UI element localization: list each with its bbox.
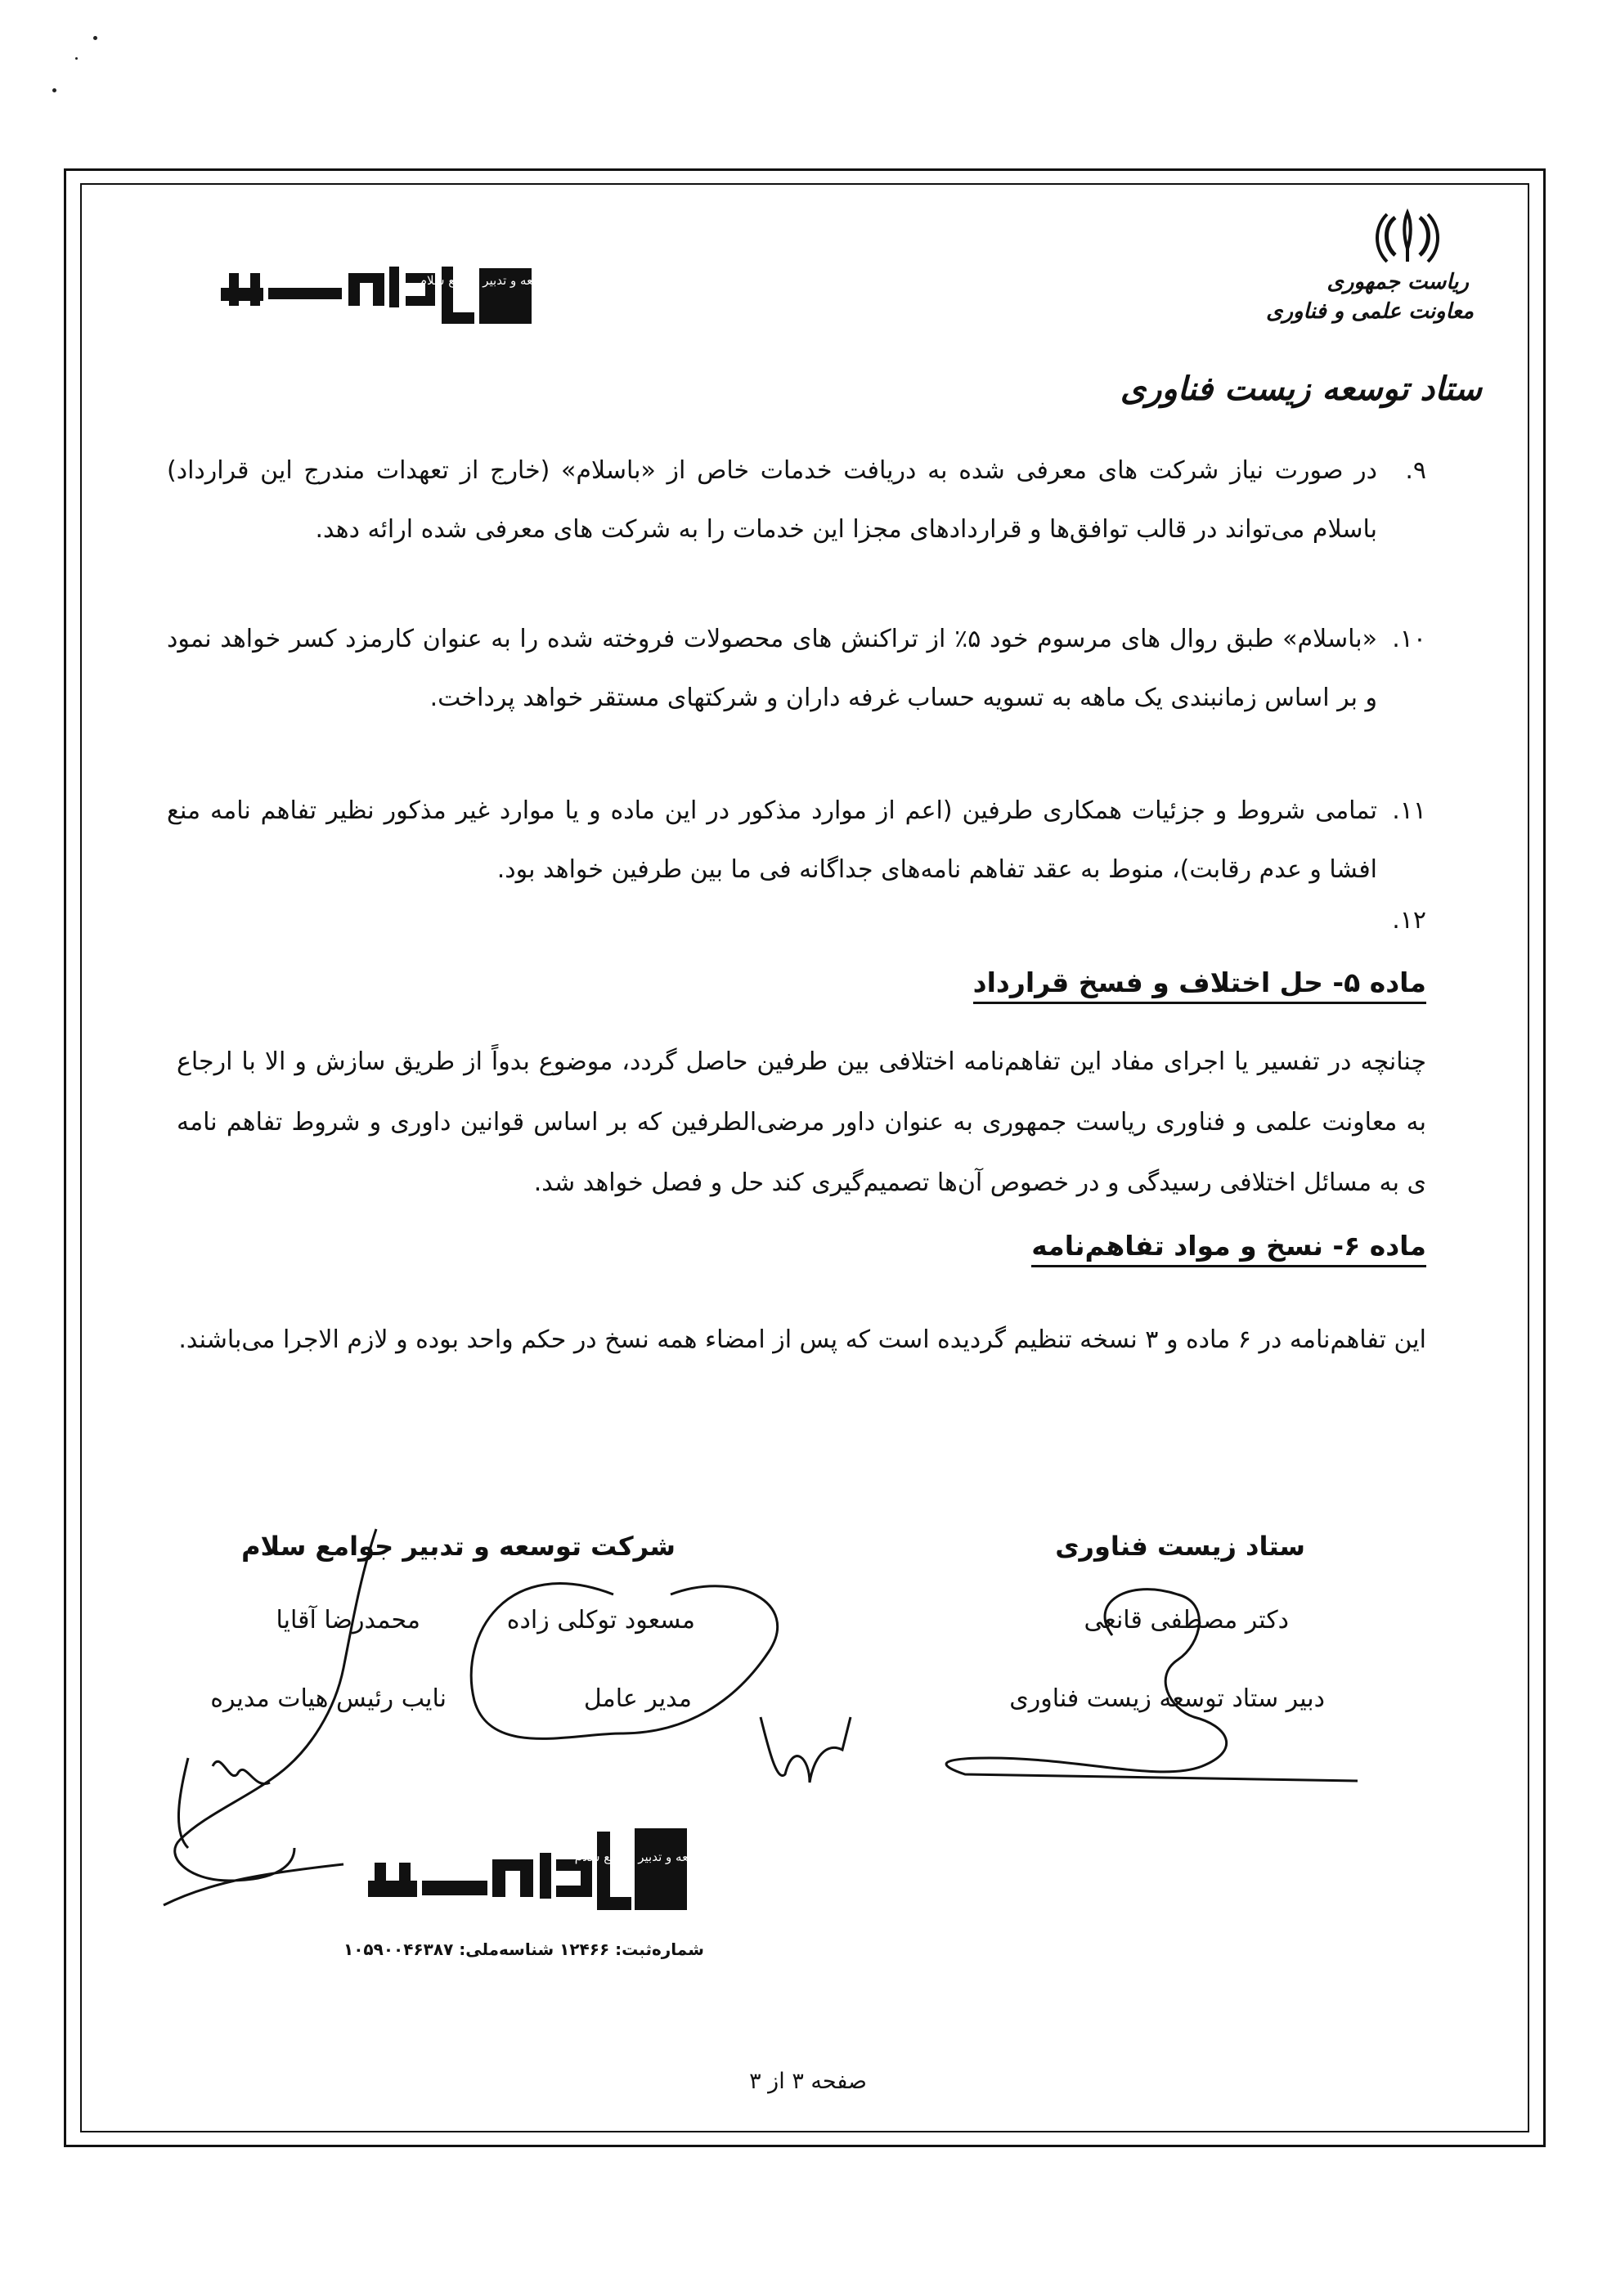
- clause-10: [167, 610, 1426, 728]
- company-stamp: [360, 1823, 747, 1946]
- section-6-heading: ماده ۶- نسخ و مواد تفاهم‌نامه: [1031, 1230, 1426, 1267]
- clause-9: [167, 442, 1426, 559]
- clause-11: [167, 782, 1426, 899]
- signatory-right-name: دکتر مصطفی قانعی: [1084, 1606, 1289, 1635]
- iran-emblem-icon: [1371, 208, 1444, 267]
- clause-number: ۱۱.: [1392, 796, 1426, 825]
- company-registration-line: شماره‌ثبت: ۱۲۴۶۶ شناسه‌ملی: ۱۰۵۹۰۰۴۶۳۸۷: [343, 1939, 704, 1959]
- signatory-right-role: دبیر ستاد توسعه زیست فناوری: [1009, 1684, 1325, 1713]
- signatory-left-person1-role: مدیر عامل: [583, 1684, 692, 1713]
- section-5-text: چنانچه در تفسیر یا اجرای مفاد این تفاهم‌نامه اختلافی بین طرفین حاصل گردد، موضوع بدواً از طریق سازش و الا با ارجاع به معاونت علمی و فناوری ریاست جمهوری به عنوان داور مرضی‌الطرفین که بر اساس قوانین داوری و شروط تفاهم نامه ی به مسائل اختلافی رسیدگی و در خصوص آن‌ها تصمیم‌گیری کند حل و فصل خواهد شد.: [177, 1047, 1426, 1197]
- scan-speck: [75, 57, 78, 60]
- gov-presidency-line: ریاست جمهوری: [1326, 270, 1469, 294]
- section-6-text: این تفاهم‌نامه در ۶ ماده و ۳ نسخه تنظیم گردیده است که پس از امضاء همه نسخ در حکم واحد بوده و لازم الاجرا می‌باشند.: [178, 1325, 1426, 1354]
- signatory-left-person1-name: مسعود توکلی زاده: [506, 1606, 695, 1635]
- clause-number: ۱۰.: [1392, 625, 1426, 653]
- signatory-left-person2-name: محمدرضا آقایا: [276, 1606, 420, 1635]
- section-5-heading: ماده ۵- حل اختلاف و فسخ قرارداد: [973, 966, 1426, 1004]
- clause-text: در صورت نیاز شرکت های معرفی شده به دریافت خدمات خاص از «باسلام» (خارج از تعهدات مندرج این قرارداد) باسلام می‌تواند در قالب توافق‌ها و قراردادهای مجزا این خدمات را به شرکت های معرفی شده ارائه دهد.: [167, 456, 1377, 544]
- stamp-text: شرکت توسعه و تدبیر جوامع سلام: [574, 1850, 747, 1864]
- page-number: صفحه ۳ از ۳: [749, 2069, 867, 2094]
- gov-biotech-council-line: ستاد توسعه زیست فناوری: [1120, 370, 1482, 408]
- gov-vice-presidency-line: معاونت علمی و فناوری: [1266, 299, 1474, 324]
- clause-text: «باسلام» طبق روال های مرسوم خود ۵٪ از تراکنش های محصولات فروخته شده را به عنوان کارمزد کسر خواهد نمود و بر اساس زمانبندی یک ماهه به تسویه حساب غرفه داران و شرکتهای مستقر خواهد پرداخت.: [167, 625, 1377, 712]
- scan-speck: [93, 36, 97, 40]
- scan-speck: [52, 88, 56, 92]
- signatory-left-person2-role: نایب رئیس هیات مدیره: [210, 1684, 447, 1713]
- company-logo: [221, 267, 592, 330]
- clause-number: ۱۲.: [1392, 906, 1426, 935]
- signatory-right-org: ستاد زیست فناوری: [1055, 1531, 1305, 1562]
- clause-text: تمامی شروط و جزئیات همکاری طرفین (اعم از موارد مذکور در این ماده و یا موارد غیر مذکور نظیر تفاهم نامه منع افشا و عدم رقابت)، منوط به عقد تفاهم نامه‌های جداگانه فی ما بین طرفین خواهد بود.: [167, 796, 1377, 884]
- signatory-left-org: شرکت توسعه و تدبیر جوامع سلام: [241, 1531, 676, 1562]
- logo-word-company: شرکت توسعه و تدبیر جوامع سلام: [419, 273, 592, 288]
- clause-number: ۹.: [1405, 456, 1426, 485]
